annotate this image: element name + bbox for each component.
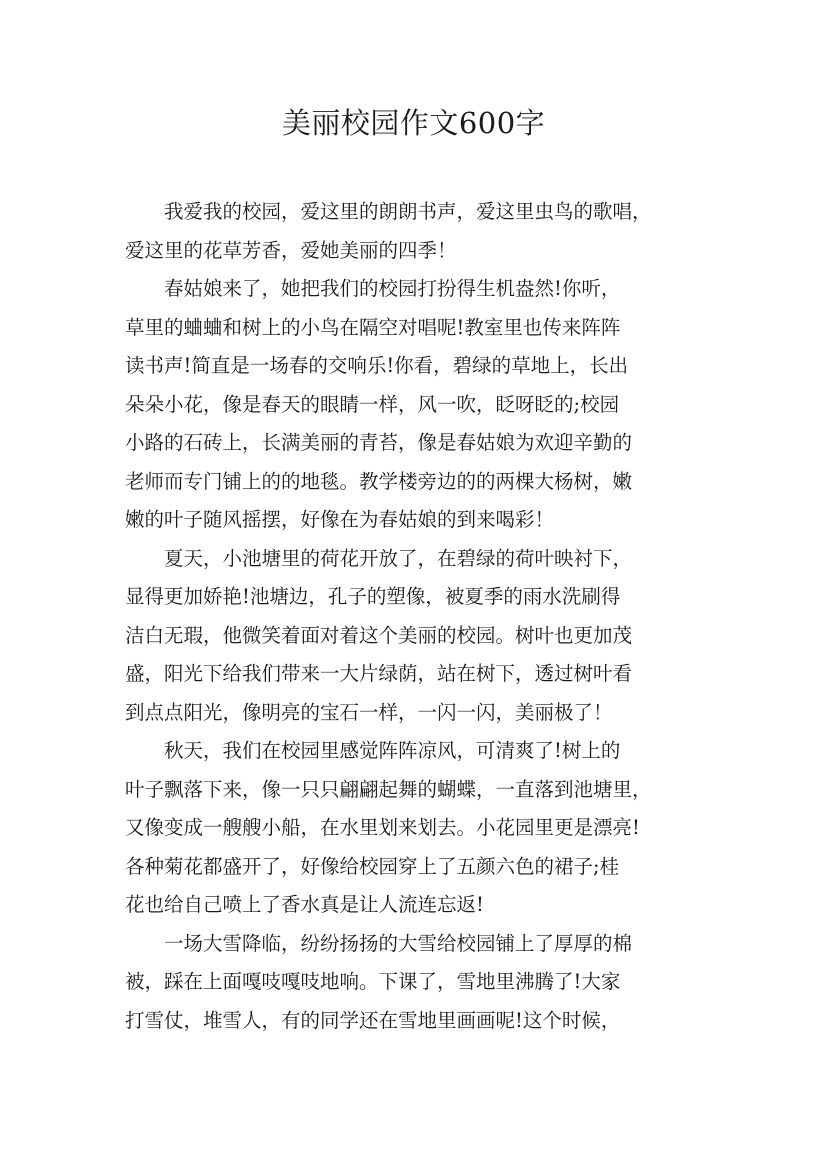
paragraph-autumn: 秋天，我们在校园里感觉阵阵凉风，可清爽了!树上的 叶子飘落下来，像一只只翩翩起舞的蝴蝶，一直落到池塘里， 又像变成一艘艘小船，在水里划来划去。小花园里更是漂亮! 各种菊花都盛开了，好像给校园穿上了五颜六色的裙子;桂 花也给自己喷上了香水真是让人流连忘返!: [125, 739, 652, 916]
paragraph-intro: 我爱我的校园，爱这里的朗朗书声，爱这里虫鸟的歌唱， 爱这里的花草芳香，爱她美丽的四季！: [125, 200, 652, 262]
document-body: [125, 193, 705, 1040]
paragraph-winter: 一场大雪降临，纷纷扬扬的大雪给校园铺上了厚厚的棉 被，踩在上面嘎吱嘎吱地响。下课了，雪地里沸腾了!大家 打雪仗，堆雪人，有的同学还在雪地里画画呢!这个时候，: [125, 931, 633, 1032]
paragraph-summer: 夏天，小池塘里的荷花开放了，在碧绿的荷叶映衬下， 显得更加娇艳!池塘边，孔子的塑像，被夏季的雨水洗刷得 洁白无瑕，他微笑着面对着这个美丽的校园。树叶也更加茂 盛，阳光下给我们带来一大片绿荫，站在树下，透过树叶看 到点点阳光，像明亮的宝石一样，一闪一闪，美丽极了！: [125, 546, 633, 724]
paragraph-spring: 春姑娘来了，她把我们的校园打扮得生机盎然!你听， 草里的蛐蛐和树上的小鸟在隔空对唱呢!教室里也传来阵阵 读书声!简直是一场春的交响乐!你看，碧绿的草地上，长出 朵朵小花，像是春天的眼睛一样，风一吹，眨呀眨的;校园 小路的石砖上，长满美丽的青苔，像是春姑娘为欢迎辛勤的 老师而专门铺上的的地毯。教学楼旁边的的两棵大杨树，嫩 嫩的叶子随风摇摆，好像在为春姑娘的到来喝彩！: [125, 277, 633, 531]
document-title: 美丽校园作文600字: [281, 106, 546, 140]
